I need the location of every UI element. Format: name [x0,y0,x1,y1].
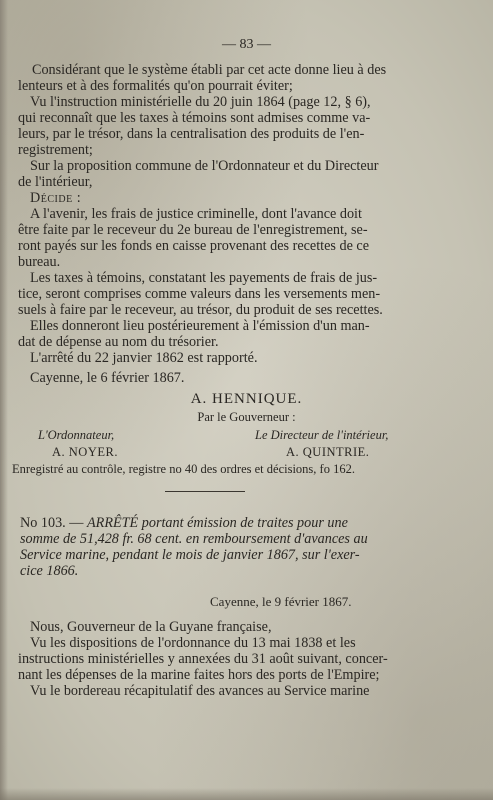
text-line: lenteurs et à des formalités qu'on pourrait éviter; [18,78,293,94]
text-line: de l'intérieur, [18,174,93,190]
text-line: A l'avenir, les frais de justice criminelle, dont l'avance doit [30,206,362,222]
section-divider [165,491,245,492]
text-line: instructions ministérielles y annexées du 31 août suivant, concer- [18,651,388,667]
text-line: Considérant que le système établi par cet acte donne lieu à des [32,62,387,78]
directeur-title: Le Directeur de l'intérieur, [255,428,389,442]
text-line: registrement; [18,142,93,158]
second-date-line: Cayenne, le 9 février 1867. [210,594,352,609]
text-line: Sur la proposition commune de l'Ordonnateur et du Directeur [30,158,379,174]
text-line: Vu les dispositions de l'ordonnance du 13 mai 1838 et les [30,635,356,651]
text-line: Nous, Gouverneur de la Guyane française, [30,619,272,635]
text-line: ront payés sur les fonds en caisse provenant des recettes de ce [18,238,370,254]
ordonnateur-name: A. NOYER. [52,445,118,459]
act-title-line: cice 1866. [20,563,79,579]
act-title-line: Service marine, pendant le mois de janvier 1867, sur l'exer- [20,547,360,563]
text-line: bureau. [18,254,61,270]
act-title: portant émission de traites pour une [141,515,348,531]
signatory: A. HENNIQUE. [190,391,303,407]
act-keyword: ARRÊTÉ [87,515,139,531]
text-line: Les taxes à témoins, constatant les payements de frais de jus- [30,270,378,286]
text-line: Elles donneront lieu postérieurement à l'émission d'un man- [30,318,370,334]
registration-note: Enregistré au contrôle, registre no 40 des ordres et décisions, fo 162. [12,462,355,476]
text-line: suels à faire par le receveur, au trésor, du produit de ses recettes. [18,302,383,318]
act-title-line: somme de 51,428 fr. 68 cent. en remboursement d'avances au [20,531,368,547]
text-line: Vu le bordereau récapitulatif des avances au Service marine [30,683,370,699]
text-line: leurs, par le trésor, dans la centralisation des produits de l'en- [18,126,365,142]
text-line: Vu l'instruction ministérielle du 20 juin 1864 (page 12, § 6), [30,94,371,110]
act-number: No 103. — [20,515,84,531]
text-line: tice, seront comprises comme valeurs dans les versements men- [18,286,381,302]
page-shadow-bottom [0,788,493,800]
act-heading [0,516,493,532]
text-line: dat de dépense au nom du trésorier. [18,334,219,350]
text-line: nant les dépenses de la marine faites hors des ports de l'Empire; [18,667,380,683]
directeur-name: A. QUINTRIE. [286,445,370,459]
page-number: — 83 — [222,37,271,52]
decide-heading: Décide : [30,190,82,206]
ordonnateur-title: L'Ordonnateur, [38,428,115,442]
date-line: Cayenne, le 6 février 1867. [30,370,185,386]
par-le-gouverneur: Par le Gouverneur : [197,410,296,424]
text-line: être faite par le receveur du 2e bureau de l'enregistrement, se- [18,222,368,238]
text-line: qui reconnaît que les taxes à témoins sont admises comme va- [18,110,371,126]
text-line: L'arrêté du 22 janvier 1862 est rapporté. [30,350,258,366]
